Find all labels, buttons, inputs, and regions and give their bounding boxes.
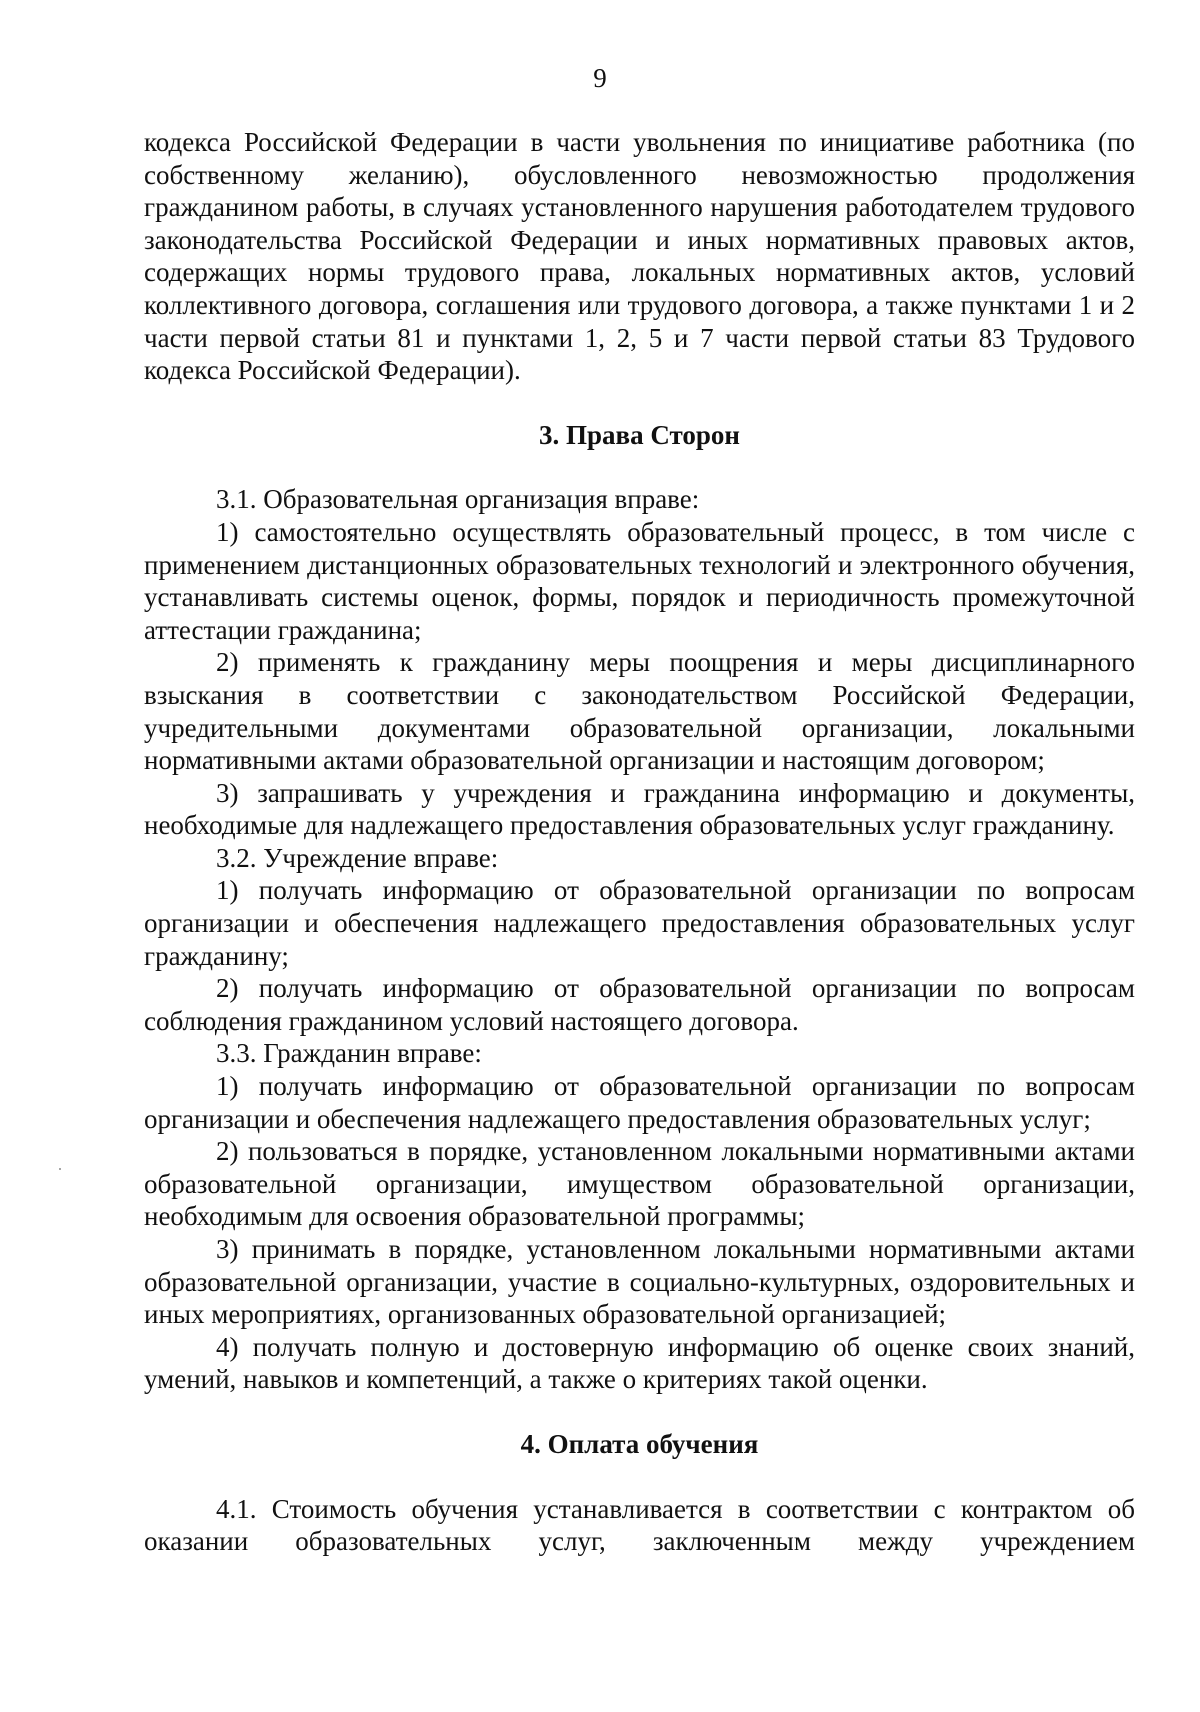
paragraph-continuation: кодекса Российской Федерации в части увольнения по инициативе работника (по собственному желанию), обусловленного невозможностью продолжения гражданином работы, в случаях установленного нарушения работодателем трудового законодательства Российской Федерации и иных нормативных правовых актов, содержащих нормы трудового права, локальных нормативных актов, условий коллективного договора, соглашения или трудового договора, а также пунктами 1 и 2 части первой статьи 81 и пунктами 1, 2, 5 и 7 части первой статьи 83 Трудового кодекса Российской Федерации). [144,127,1135,386]
paragraph-3-3-3: 3) принимать в порядке, установленном локальными нормативными актами образовательной организации, участие в социально-культурных, оздоровительных и иных мероприятиях, организованных образовательной организацией; [144,1234,1135,1330]
paragraph-3-1-1: 1) самостоятельно осуществлять образовательный процесс, в том числе с применением дистанционных образовательных технологий и электронного обучения, устанавливать системы оценок, формы, порядок и периодичность промежуточной аттестации гражданина; [144,516,1135,645]
paragraph-3-1: 3.1. Образовательная организация вправе: [216,484,700,515]
paragraph-4-1: 4.1. Стоимость обучения устанавливается в соответствии с контрактом об оказании образовательных услуг, заключенным между учреждением [144,1493,1135,1557]
paragraph-3-1-3: 3) запрашивать у учреждения и гражданина информацию и документы, необходимые для надлежащего предоставления образовательных услуг гражданину. [144,777,1135,841]
section-heading-rights: 3. Права Сторон [539,419,740,450]
section-heading-payment: 4. Оплата обучения [520,1428,759,1459]
document-body [144,126,1135,1558]
scan-speck [59,1168,61,1170]
paragraph-3-2: 3.2. Учреждение вправе: [216,842,499,873]
paragraph-3-2-1: 1) получать информацию от образовательной организации по вопросам организации и обеспечения надлежащего предоставления образовательных услуг гражданину; [144,875,1135,971]
paragraph-3-3-1: 1) получать информацию от образовательной организации по вопросам организации и обеспечения надлежащего предоставления образовательных услуг; [144,1071,1135,1134]
paragraph-3-3: 3.3. Гражданин вправе: [216,1038,482,1069]
paragraph-3-3-2: 2) пользоваться в порядке, установленном локальными нормативными актами образовательной организации, имуществом образовательной организации, необходимым для освоения образовательной программы; [144,1136,1135,1232]
paragraph-3-2-2: 2) получать информацию от образовательной организации по вопросам соблюдения гражданином условий настоящего договора. [144,973,1135,1036]
page-number: 9 [593,63,607,93]
paragraph-3-1-2: 2) применять к гражданину меры поощрения и меры дисциплинарного взыскания в соответствии с законодательством Российской Федерации, учредительными документами образовательной организации, локальными нормативными актами образовательной организации и настоящим договором; [144,647,1135,776]
paragraph-3-3-4: 4) получать полную и достоверную информацию об оценке своих знаний, умений, навыков и компетенций, а также о критериях такой оценки. [144,1331,1135,1395]
